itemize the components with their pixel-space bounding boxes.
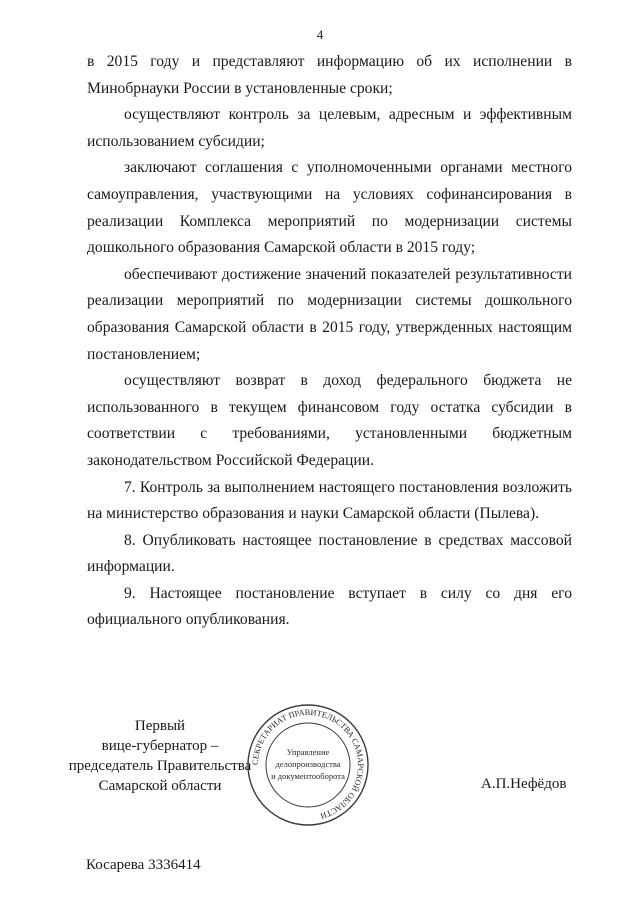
- stamp-inner-line: Управление: [286, 747, 330, 757]
- signer-name: А.П.Нефёдов: [481, 776, 567, 792]
- stamp-inner-line: и документооборота: [271, 771, 345, 781]
- signature-title-line: вице-губернатор –: [101, 738, 219, 754]
- paragraph: осуществляют контроль за целевым, адресным и эффективным использованием субсидии;: [87, 106, 572, 150]
- page-number: 4: [316, 27, 324, 42]
- paragraph: заключают соглашения с уполномоченными органами местного самоуправления, участвующими на условиях софинансирования в реализации Комплекса мероприятий по модернизации системы дошкольного образования Самарской области в 2015 году;: [87, 159, 572, 257]
- paragraph: обеспечивают достижение значений показателей результативности реализации мероприятий по модернизации системы дошкольного образования Самарской области в 2015 году, утвержденных настоящим постановлением;: [87, 265, 572, 363]
- paragraph: осуществляют возврат в доход федерального бюджета не использованного в текущем финансовом году остатка субсидии в соответствии с требованиями, установленными бюджетным законодательством Российской Федерации.: [87, 372, 572, 469]
- stamp-inner-line: делопроизводства: [275, 759, 341, 769]
- document-body: [87, 49, 572, 634]
- stamp-ring-text: СЕКРЕТАРИАТ ПРАВИТЕЛЬСТВА САМАРСКОЙ ОБЛАСТИ: [250, 707, 366, 821]
- signature-title-line: Первый: [134, 718, 186, 734]
- official-stamp: [246, 703, 370, 827]
- signature-title-line: Самарской области: [98, 778, 222, 794]
- paragraph: 9. Настоящее постановление вступает в силу со дня его официального опубликования.: [87, 584, 572, 629]
- signature-title-line: председатель Правительства: [68, 758, 252, 774]
- signature-block: [60, 716, 260, 796]
- paragraph: 8. Опубликовать настоящее постановление в средствах массовой информации.: [87, 531, 572, 576]
- executor-contact: Косарева 3336414: [86, 857, 201, 873]
- paragraph: в 2015 году и представляют информацию об их исполнении в Минобрнауки России в установленные сроки;: [87, 53, 572, 97]
- paragraph: 7. Контроль за выполнением настоящего постановления возложить на министерство образования и науки Самарской области (Пылева).: [87, 478, 572, 523]
